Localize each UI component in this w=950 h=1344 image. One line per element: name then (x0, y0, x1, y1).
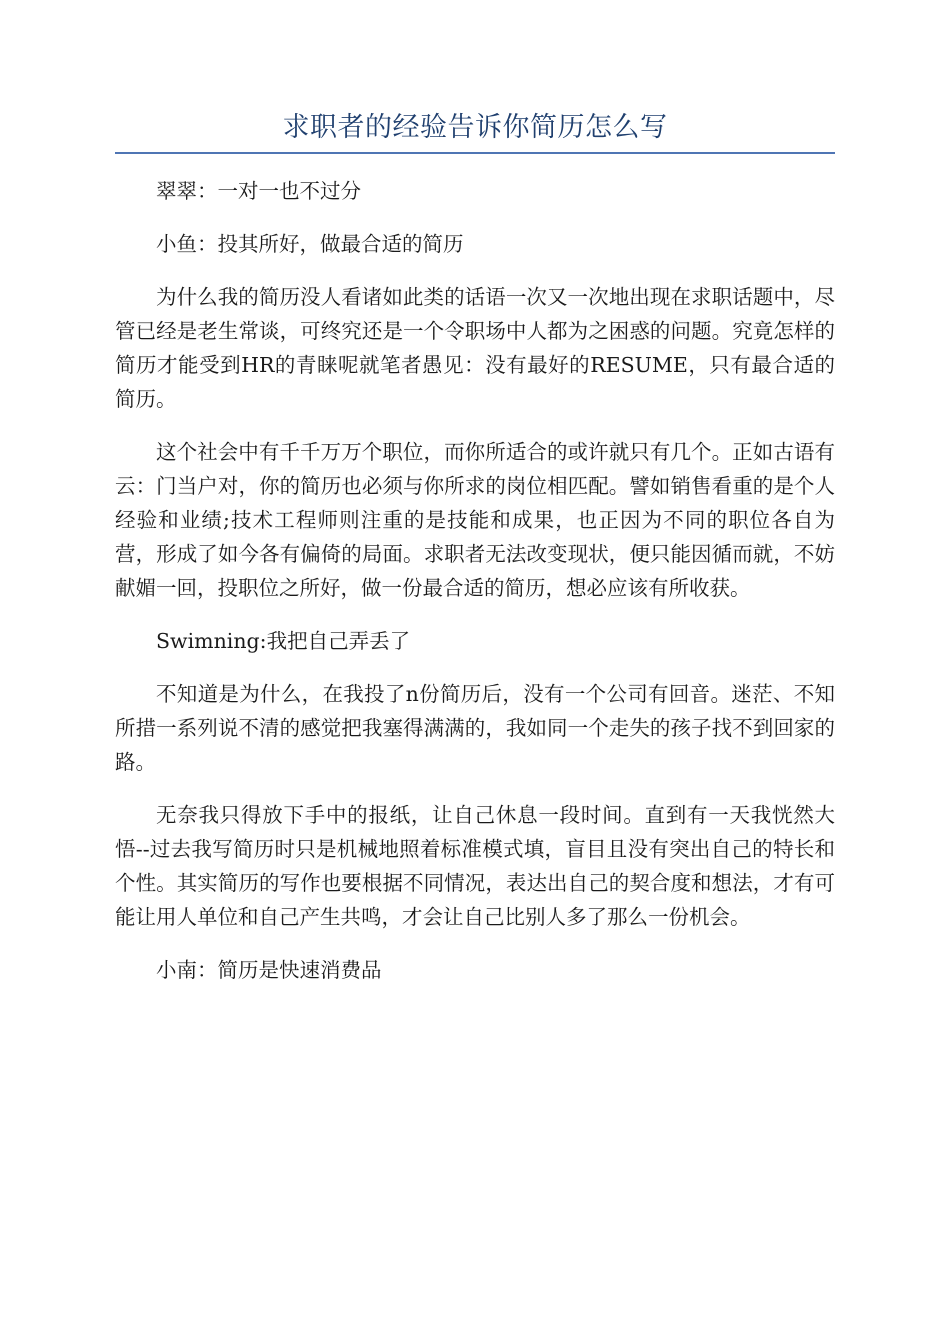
paragraph-realization: 无奈我只得放下手中的报纸，让自己休息一段时间。直到有一天我恍然大悟--过去我写简历时只是机械地照着标准模式填，盲目且没有突出自己的特长和个性。其实简历的写作也要根据不同情况，表达出自己的契合度和想法，才有可能让用人单位和自己产生共鸣，才会让自己比别人多了那么一份机会。 (115, 803, 835, 929)
paragraph-positions: 这个社会中有千千万万个职位，而你所适合的或许就只有几个。正如古语有云：门当户对，你的简历也必须与你所求的岗位相匹配。譬如销售看重的是个人经验和业绩;技术工程师则注重的是技能和成果，也正因为不同的职位各自为营，形成了如今各有偏倚的局面。求职者无法改变现状，便只能因循而就，不妨献媚一回，投职位之所好，做一份最合适的简历，想必应该有所收获。 (115, 440, 835, 600)
title-underline (115, 152, 835, 154)
paragraph-xiaonan-heading: 小南：简历是快速消费品 (156, 958, 382, 982)
paragraph-why-resume: 为什么我的简历没人看诸如此类的话语一次又一次地出现在求职话题中，尽管已经是老生常谈，可终究还是一个令职场中人都为之困惑的问题。究竟怎样的简历才能受到HR的青睐呢就笔者愚见：没有最好的RESUME，只有最合适的简历。 (115, 285, 835, 411)
page-title: 求职者的经验告诉你简历怎么写 (282, 112, 668, 143)
paragraph-cuicui-heading: 翠翠：一对一也不过分 (156, 179, 361, 203)
paragraph-lost: 不知道是为什么，在我投了n份简历后，没有一个公司有回音。迷茫、不知所措一系列说不清的感觉把我塞得满满的，我如同一个走失的孩子找不到回家的路。 (115, 682, 835, 774)
paragraph-xiaoyu-heading: 小鱼：投其所好，做最合适的简历 (156, 232, 464, 256)
paragraph-swimning-heading: Swimning:我把自己弄丢了 (156, 629, 411, 653)
title-block (115, 108, 835, 154)
document-body (115, 174, 835, 1006)
